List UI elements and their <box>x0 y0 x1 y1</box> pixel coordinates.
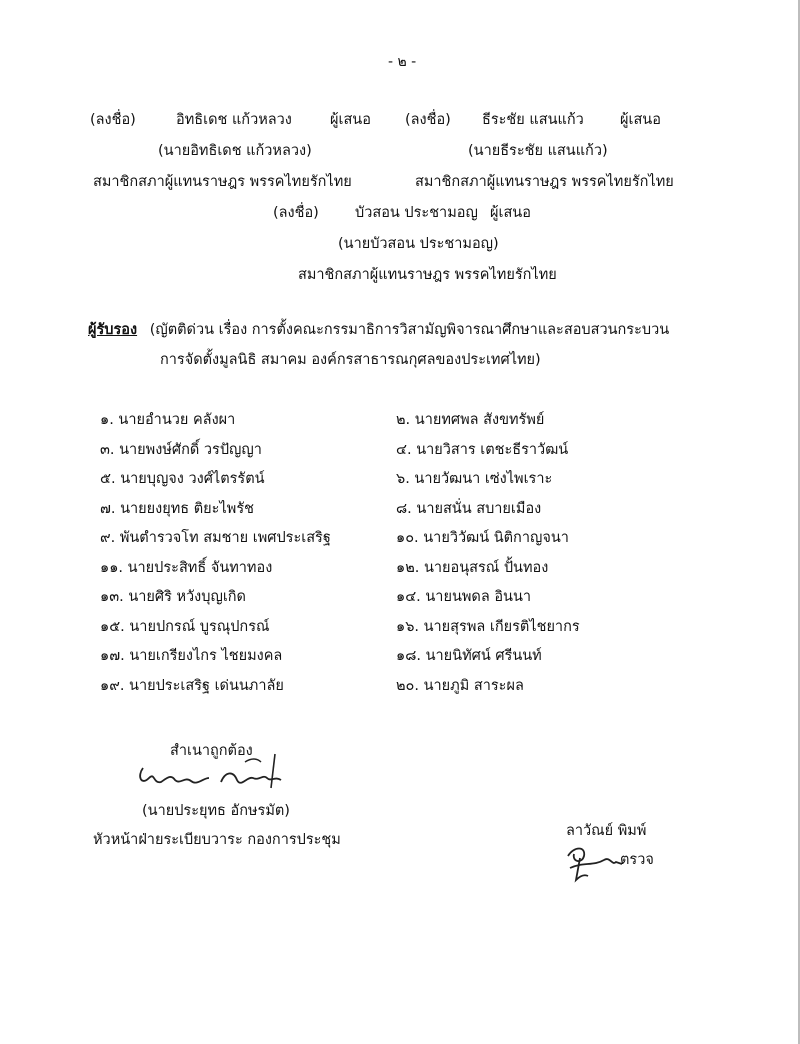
cosigner-item: ๖. นายวัฒนา เซ่งไพเราะ <box>396 471 553 487</box>
cosigner-item: ๑๕. นายปกรณ์ บูรณุปกรณ์ <box>100 618 270 635</box>
cosigner-item: ๕. นายบุญจง วงศ์ไตรรัตน์ <box>100 471 265 487</box>
cosigner-item: ๑๗. นายเกรียงไกร ไชยมงคล <box>100 648 283 664</box>
endorsement-heading: ผู้รับรอง <box>88 322 138 338</box>
checker-name: ลาวัณย์ พิมพ์ <box>566 823 647 839</box>
right-role: ผู้เสนอ <box>620 112 661 128</box>
certifier-printed-name: (นายประยุทธ อักษรมัต) <box>142 803 290 819</box>
cosigner-item: ๑๒. นายอนุสรณ์ ปั้นทอง <box>396 559 549 576</box>
cosigner-item: ๔. นายวิสาร เตชะธีราวัฒน์ <box>396 441 569 458</box>
certifier-signature <box>125 748 295 800</box>
page-number: - ๒ - <box>388 54 417 70</box>
center-printed-name: (นายบัวสอน ประชามอญ) <box>338 236 499 252</box>
cosigner-item: ๑๔. นายนพดล อินนา <box>396 589 532 605</box>
left-role: ผู้เสนอ <box>330 112 371 128</box>
cosigner-item: ๑๙. นายประเสริฐ เด่นนภาลัย <box>100 677 284 694</box>
endorsement-line2: การจัดตั้งมูลนิธิ สมาคม องค์กรสาธารณกุศลของประเทศไทย) <box>160 352 541 368</box>
right-sign-label: (ลงชื่อ) <box>405 112 451 128</box>
checker-label: ตรวจ <box>620 852 654 868</box>
left-sign-label: (ลงชื่อ) <box>90 112 136 128</box>
left-signed-name: อิทธิเดช แก้วหลวง <box>176 112 292 128</box>
certifier-position: หัวหน้าฝ่ายระเบียบวาระ กองการประชุม <box>93 832 341 848</box>
left-printed-name: (นายอิทธิเดช แก้วหลวง) <box>158 143 312 159</box>
cosigner-item: ๑๓. นายศิริ หวังบุญเกิด <box>100 589 246 605</box>
center-role: ผู้เสนอ <box>490 205 531 221</box>
certification-label: สำเนาถูกต้อง <box>170 743 253 759</box>
cosigner-item: ๑๑. นายประสิทธิ์ จันทาทอง <box>100 559 273 576</box>
center-position: สมาชิกสภาผู้แทนราษฎร พรรคไทยรักไทย <box>298 267 557 283</box>
cosigner-item: ๙. พันตำรวจโท สมชาย เพศประเสริฐ <box>100 530 331 546</box>
cosigner-item: ๑๐. นายวิวัฒน์ นิติกาญจนา <box>396 530 569 546</box>
right-printed-name: (นายธีระชัย แสนแก้ว) <box>468 143 608 159</box>
cosigner-item: ๑๘. นายนิทัศน์ ศรีนนท์ <box>396 648 542 664</box>
cosigner-item: ๘. นายสนั่น สบายเมือง <box>396 500 542 517</box>
cosigner-item: ๑๖. นายสุรพล เกียรติไชยากร <box>396 618 580 635</box>
left-position: สมาชิกสภาผู้แทนราษฎร พรรคไทยรักไทย <box>93 174 352 190</box>
right-position: สมาชิกสภาผู้แทนราษฎร พรรคไทยรักไทย <box>415 174 674 190</box>
center-sign-label: (ลงชื่อ) <box>273 205 319 221</box>
endorsement-line1: (ญัตติด่วน เรื่อง การตั้งคณะกรรมาธิการวิสามัญพิจารณาศึกษาและสอบสวนกระบวน <box>149 322 670 338</box>
cosigner-item: ๑. นายอำนวย คลังผา <box>100 412 236 428</box>
center-signed-name: บัวสอน ประชามอญ <box>355 205 478 221</box>
cosigner-item: ๒๐. นายภูมิ สาระผล <box>396 677 524 694</box>
cosigner-item: ๓. นายพงษ์ศักดิ์ วรปัญญา <box>100 441 262 458</box>
endorsement-block <box>88 322 669 339</box>
right-signed-name: ธีระชัย แสนแก้ว <box>482 112 584 128</box>
cosigner-item: ๗. นายยงยุทธ ติยะไพรัช <box>100 500 254 517</box>
cosigner-item: ๒. นายทศพล สังขทรัพย์ <box>396 412 545 428</box>
